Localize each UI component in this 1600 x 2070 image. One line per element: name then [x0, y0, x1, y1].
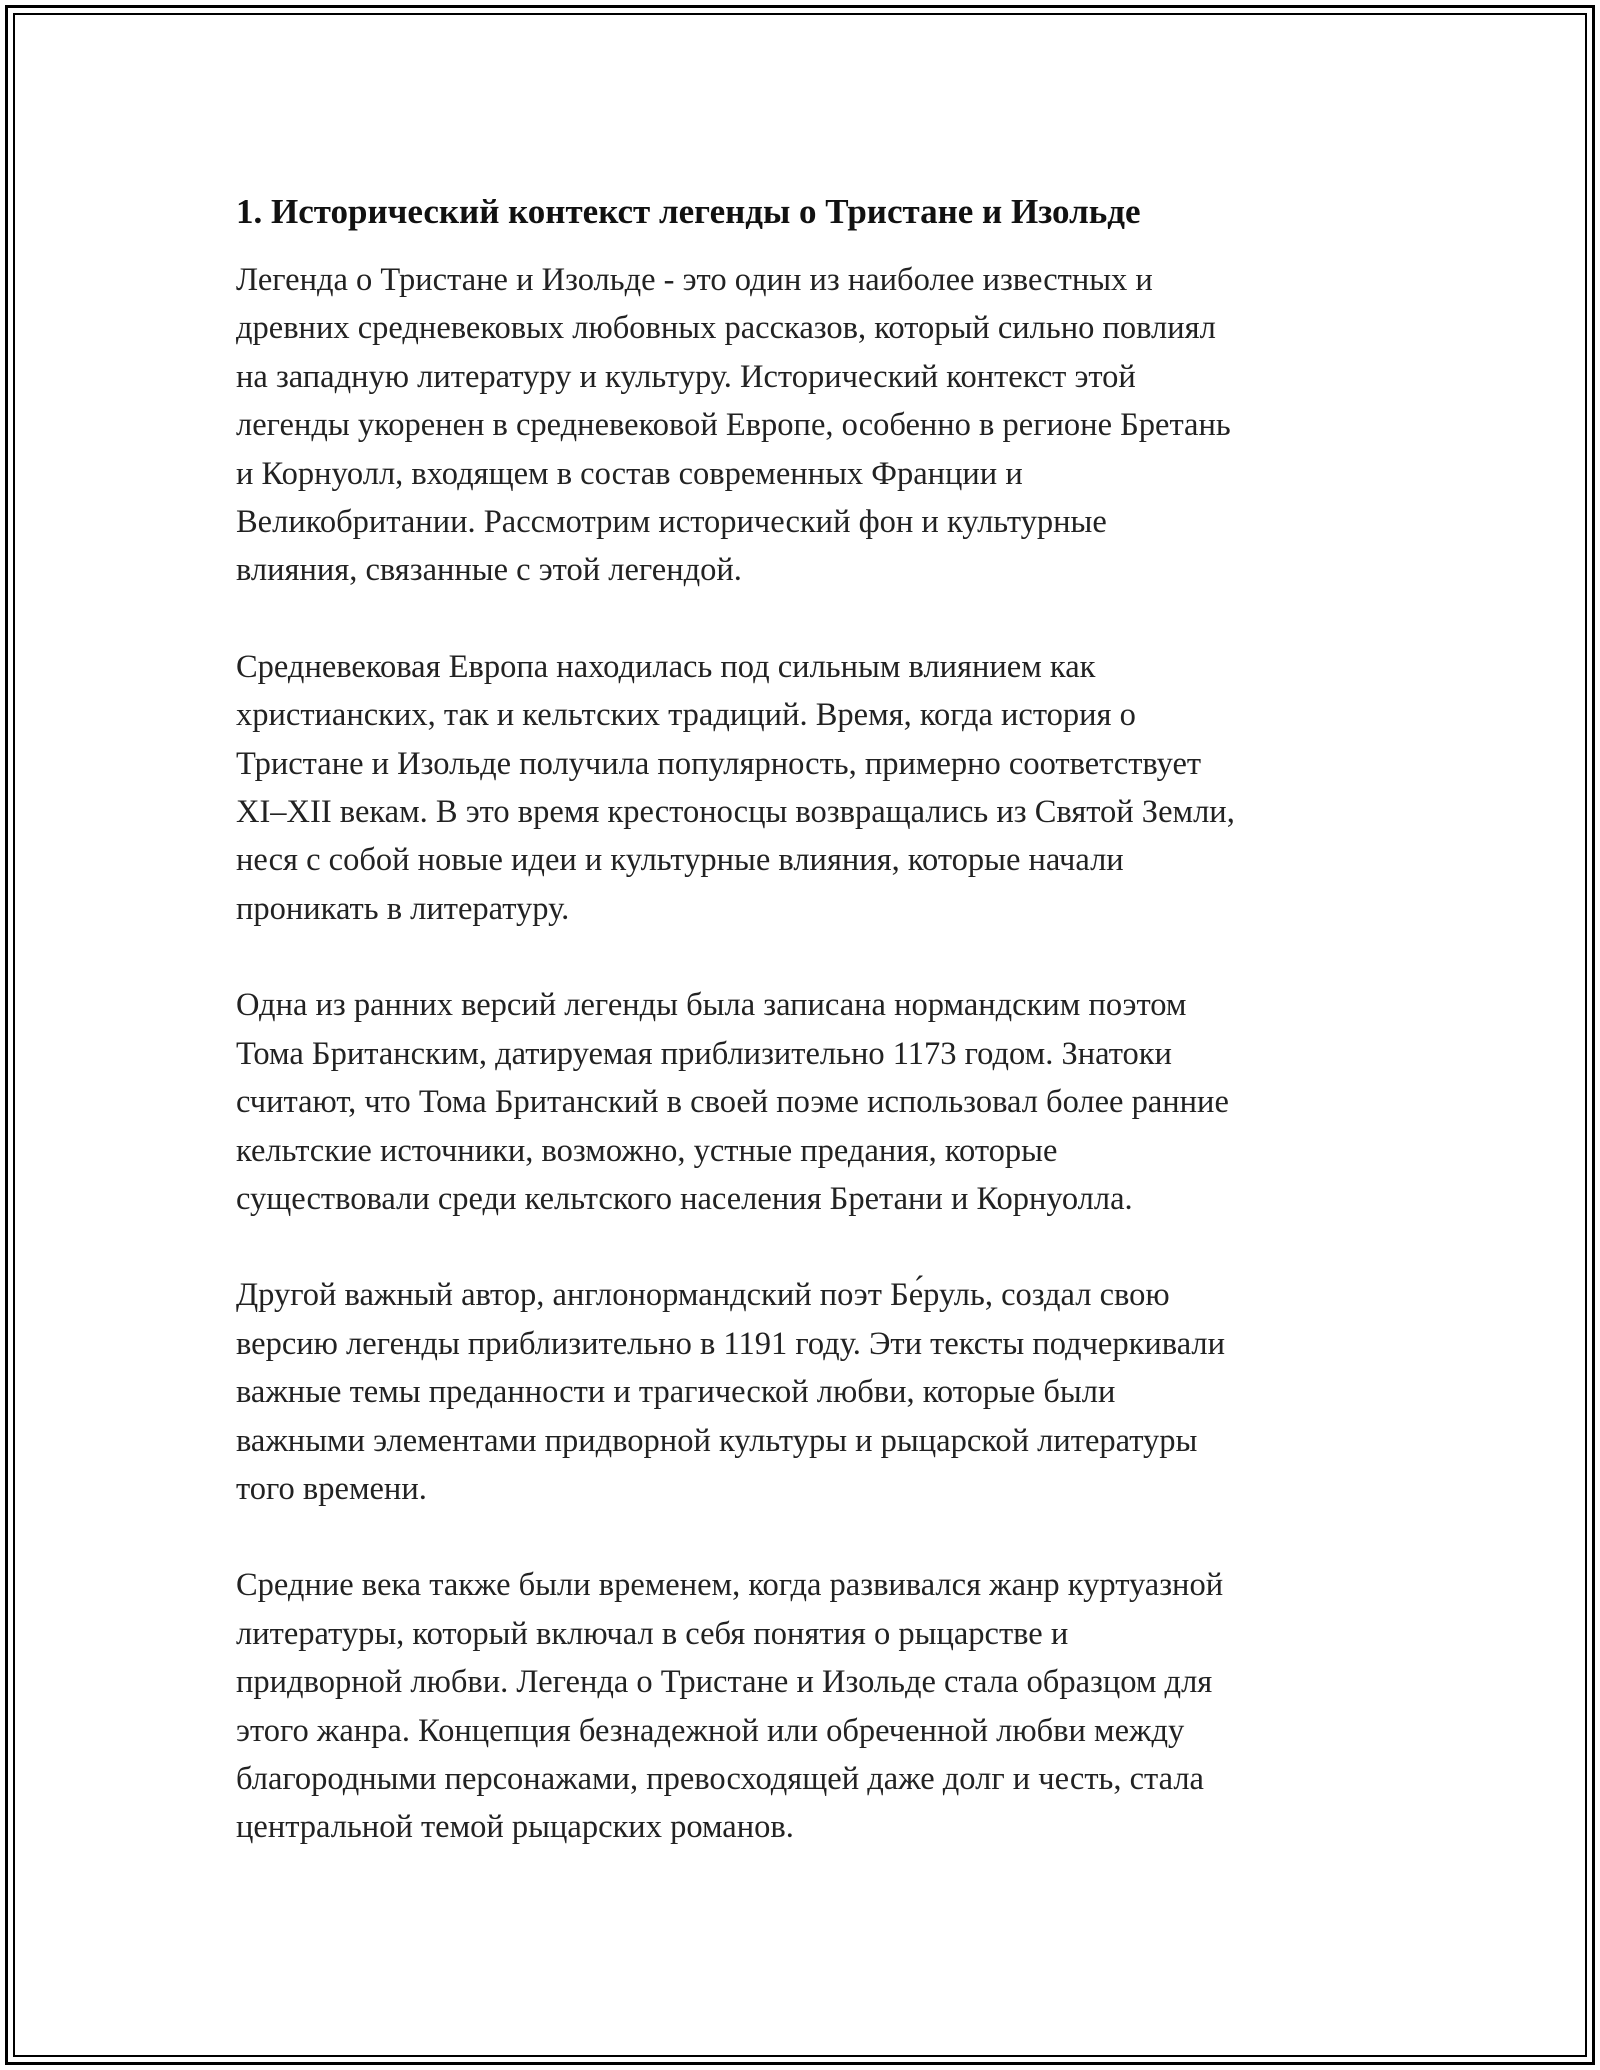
text-line: кельтские источники, возможно, устные предания, которые — [236, 1132, 1058, 1169]
paragraph-intro — [236, 256, 1386, 595]
text-line: легенды укоренен в средневековой Европе, особенно в регионе Бретань — [236, 407, 1231, 444]
section-heading: 1. Исторический контекст легенды о Тристане и Изольде — [236, 192, 1141, 231]
text-line: считают, что Тома Британский в своей поэме использовал более ранние — [236, 1084, 1229, 1121]
text-line: существовали среди кельтского населения Бретани и Корнуолла. — [236, 1180, 1133, 1217]
paragraph-courtly-literature — [236, 1561, 1386, 1851]
text-line: Легенда о Тристане и Изольде - это один из наиболее известных и — [236, 262, 1153, 298]
text-line: влияния, связанные с этой легендой. — [236, 552, 742, 589]
text-line: важные темы преданности и трагической любви, которые были — [236, 1374, 1116, 1411]
text-line: важными элементами придворной культуры и рыцарской литературы — [236, 1422, 1198, 1459]
text-line: Средние века также были временем, когда развивался жанр куртуазной — [236, 1567, 1224, 1604]
text-line: Другой важный автор, англонормандский поэт Бе́руль, создал свою — [236, 1277, 1170, 1314]
text-line: благородными персонажами, превосходящей даже долг и честь, стала — [236, 1760, 1204, 1797]
text-line: и Корнуолл, входящем в состав современных Франции и — [236, 455, 1023, 492]
text-line: Одна из ранних версий легенды была записана нормандским поэтом — [236, 987, 1187, 1024]
text-line: того времени. — [236, 1470, 427, 1507]
text-line: неся с собой новые идеи и культурные влияния, которые начали — [236, 842, 1124, 879]
paragraph-thomas-of-britain — [236, 981, 1386, 1223]
text-line: придворной любви. Легенда о Тристане и Изольде стала образцом для — [236, 1664, 1213, 1701]
text-line: этого жанра. Концепция безнадежной или обреченной любви между — [236, 1712, 1185, 1749]
text-line: на западную литературу и культуру. Исторический контекст этой — [236, 358, 1136, 395]
text-line: христианских, так и кельтских традиций. Время, когда история о — [236, 697, 1136, 734]
text-line: литературы, который включал в себя понятия о рыцарстве и — [236, 1615, 1069, 1652]
text-line: Тома Британским, датируемая приблизительно 1173 годом. Знатоки — [236, 1035, 1172, 1072]
document-body — [236, 188, 1386, 1900]
paragraph-beroul — [236, 1271, 1386, 1513]
text-line: проникать в литературу. — [236, 890, 570, 927]
text-line: Великобритании. Рассмотрим исторический фон и культурные — [236, 504, 1107, 541]
text-line: Тристане и Изольде получила популярность, примерно соответствует — [236, 745, 1202, 782]
text-line: версию легенды приблизительно в 1191 году. Эти тексты подчеркивали — [236, 1325, 1226, 1362]
paragraph-medieval-europe — [236, 643, 1386, 933]
text-line: центральной темой рыцарских романов. — [236, 1809, 794, 1846]
text-line: Средневековая Европа находилась под сильным влиянием как — [236, 648, 1096, 685]
text-line: древних средневековых любовных рассказов, который сильно повлиял — [236, 310, 1216, 347]
text-line: XI–XII векам. В это время крестоносцы возвращались из Святой Земли, — [236, 794, 1235, 831]
